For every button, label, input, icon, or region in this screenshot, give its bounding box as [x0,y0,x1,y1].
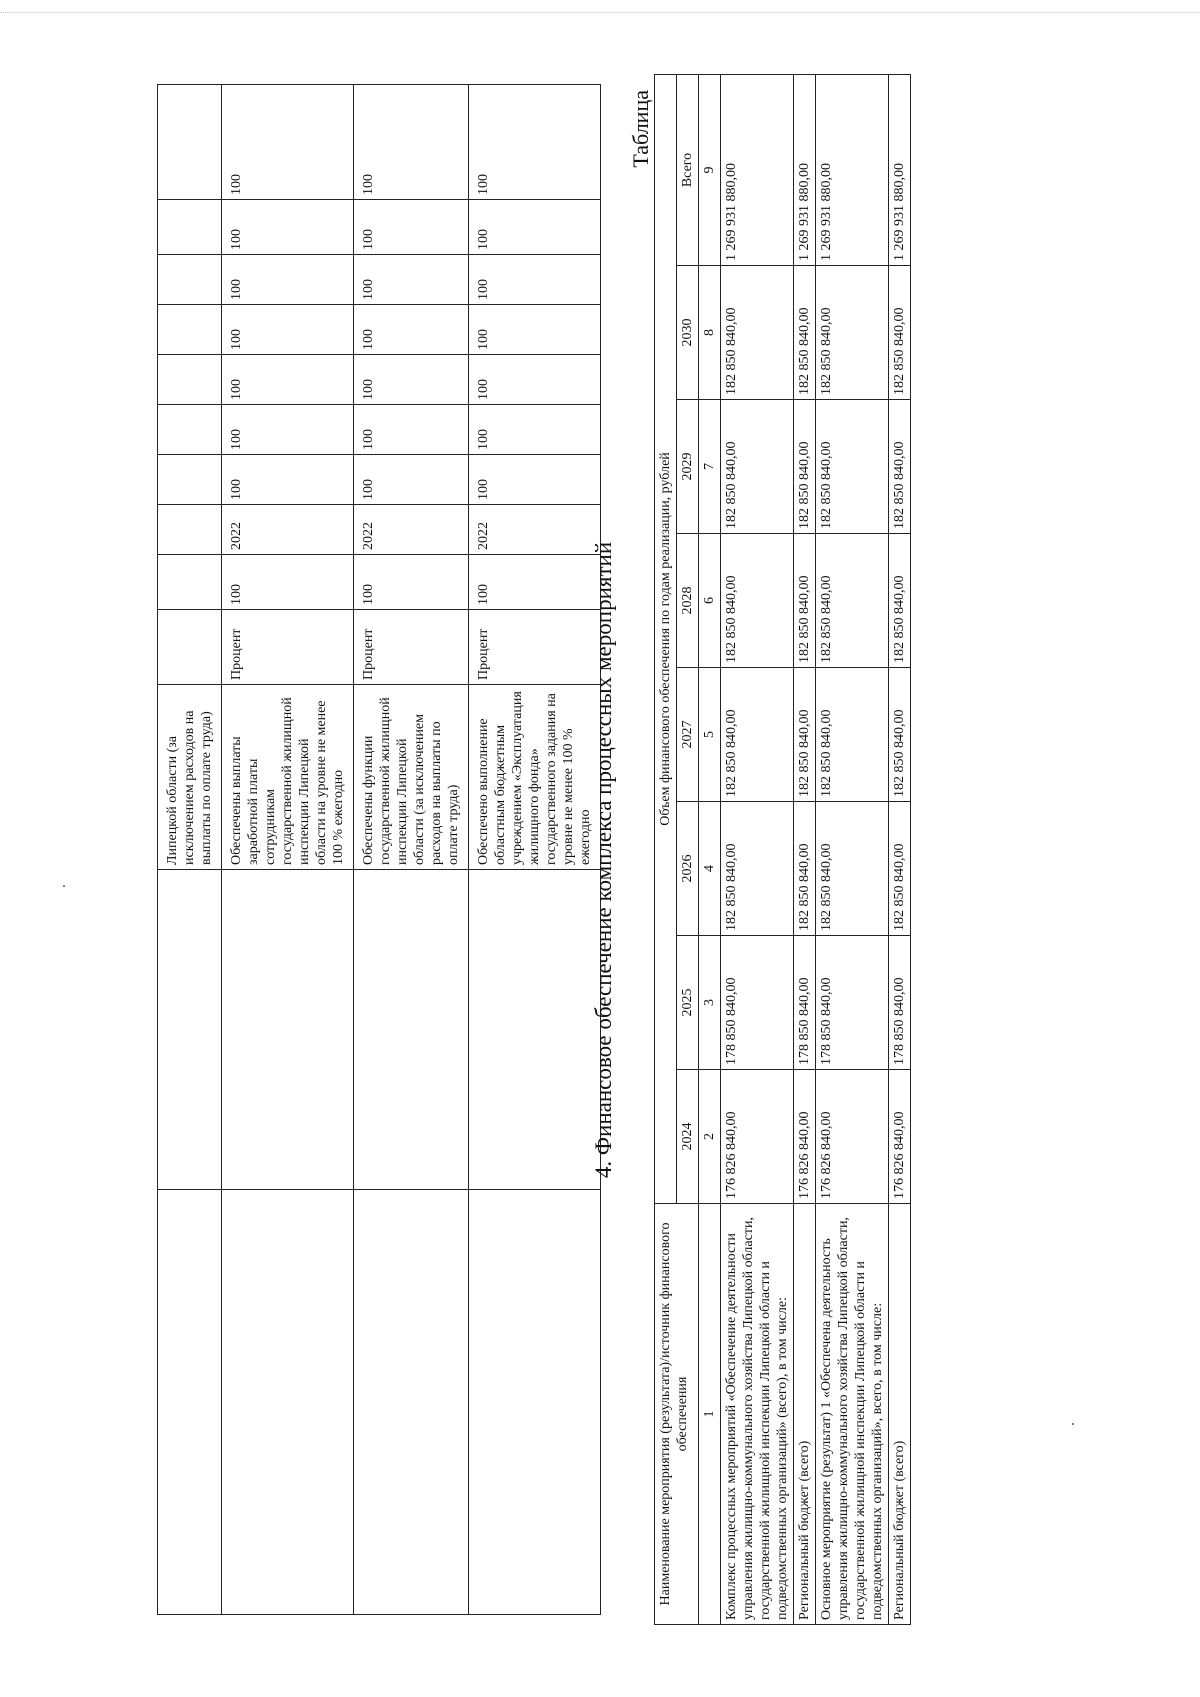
indicator-year-value: 100 [222,355,354,405]
indicator-year-value [158,200,222,255]
amount-cell: 176 826 840,00 [889,1070,911,1204]
indicator-base-value [158,555,222,610]
amount-cell: 176 826 840,00 [721,1070,794,1204]
amount-cell: 182 850 840,00 [721,802,794,936]
scan-edge-line [0,12,1200,13]
indicator-year-value [158,305,222,355]
table-row [469,85,601,1615]
indicator-year-value: 100 [354,305,469,355]
amount-cell: 182 850 840,00 [721,266,794,400]
column-index: 6 [699,534,721,668]
indicator-base-value: 100 [469,555,601,610]
indicator-year-value: 100 [469,405,601,455]
amount-cell: 182 850 840,00 [889,266,911,400]
indicator-year-value: 100 [354,85,469,200]
column-index: 1 [699,1204,721,1625]
indicator-year-value [158,455,222,505]
amount-cell: 182 850 840,00 [816,668,889,802]
table-label: Таблица [628,90,653,168]
table-row [222,85,354,1615]
amount-cell: 178 850 840,00 [721,936,794,1070]
year-header: 2027 [677,668,699,802]
indicator-base-year: 2022 [354,505,469,555]
amount-cell: 182 850 840,00 [721,534,794,668]
indicator-base-value: 100 [354,555,469,610]
amount-cell: 176 826 840,00 [816,1070,889,1204]
table-row [794,74,816,1624]
indicator-year-value: 100 [469,355,601,405]
amount-cell: 182 850 840,00 [889,534,911,668]
year-header: 2030 [677,266,699,400]
indicator-year-value: 100 [354,355,469,405]
amount-cell: 182 850 840,00 [816,266,889,400]
amount-cell: 182 850 840,00 [816,400,889,534]
column-index: 9 [699,74,721,265]
indicator-year-value: 100 [469,255,601,305]
amount-cell: 182 850 840,00 [794,668,816,802]
row-name: Основное мероприятие (результат) 1 «Обеспечена деятельность управления жилищно-коммунального хозяйства Липецкой области, государственной жилищной инспекции Липецкой области и подведомственных организаций», всего, в том числе: [816,1204,889,1625]
indicator-year-value [158,355,222,405]
row-name: Региональный бюджет (всего) [794,1204,816,1625]
amount-cell: 182 850 840,00 [794,266,816,400]
indicator-year-value: 100 [222,405,354,455]
indicator-year-value: 100 [222,85,354,200]
amount-cell: 182 850 840,00 [794,802,816,936]
row-name: Комплекс процессных мероприятий «Обеспечение деятельности управления жилищно-коммунального хозяйства Липецкой области, государственной жилищной инспекции Липецкой области и подведомственных организаций» (всего), в том числе: [721,1204,794,1625]
amount-cell: 182 850 840,00 [816,802,889,936]
table-row [889,74,911,1624]
indicator-unit: Процент [469,610,601,685]
year-header: Всего [677,74,699,265]
amount-cell: 182 850 840,00 [721,668,794,802]
empty-cell [469,1190,601,1615]
indicator-unit: Процент [222,610,354,685]
empty-cell [222,870,354,1190]
indicator-base-value: 100 [222,555,354,610]
amount-cell: 178 850 840,00 [889,936,911,1070]
table-row [816,74,889,1624]
indicator-year-value: 100 [354,200,469,255]
amount-cell: 178 850 840,00 [794,936,816,1070]
indicator-year-value: 100 [222,255,354,305]
table-row [354,85,469,1615]
column-index: 4 [699,802,721,936]
empty-cell [222,1190,354,1615]
indicator-year-value: 100 [469,305,601,355]
column-index: 3 [699,936,721,1070]
indicator-base-year [158,505,222,555]
amount-cell: 182 850 840,00 [794,400,816,534]
year-header: 2025 [677,936,699,1070]
amount-cell: 176 826 840,00 [794,1070,816,1204]
section-heading: 4. Финансовое обеспечение комплекса процессных мероприятий [591,541,616,1179]
table-row [158,85,222,1615]
empty-cell [158,1190,222,1615]
amount-cell: 182 850 840,00 [721,400,794,534]
amount-cell: 182 850 840,00 [794,534,816,668]
indicator-year-value: 100 [354,455,469,505]
amount-cell: 182 850 840,00 [816,534,889,668]
column-header-name: Наименование мероприятия (результата)/источник финансового обеспечения [655,1204,699,1625]
empty-cell [469,870,601,1190]
indicator-year-value [158,405,222,455]
indicator-base-year: 2022 [469,505,601,555]
indicator-year-value: 100 [222,200,354,255]
column-index: 2 [699,1070,721,1204]
indicator-year-value [158,85,222,200]
empty-cell [158,870,222,1190]
column-index: 8 [699,266,721,400]
indicator-year-value: 100 [222,305,354,355]
indicator-base-year: 2022 [222,505,354,555]
amount-cell: 1 269 931 880,00 [721,74,794,265]
year-header: 2026 [677,802,699,936]
empty-cell [354,1190,469,1615]
indicator-description: Обеспечены функции государственной жилищной инспекции Липецкой области (за исключением расходов на выплаты по оплате труда) [354,685,469,870]
amount-cell: 182 850 840,00 [889,668,911,802]
amount-cell: 1 269 931 880,00 [816,74,889,265]
year-header: 2029 [677,400,699,534]
indicator-unit: Процент [354,610,469,685]
column-index: 7 [699,400,721,534]
indicator-description: Обеспечены выплаты заработной платы сотрудникам государственной жилищной инспекции Липецкой области на уровне не менее 100 % ежегодно [222,685,354,870]
year-header: 2024 [677,1070,699,1204]
amount-cell: 1 269 931 880,00 [889,74,911,265]
amount-cell: 1 269 931 880,00 [794,74,816,265]
indicator-description: Липецкой области (за исключением расходов на выплаты по оплате труда) [158,685,222,870]
indicator-year-value [158,255,222,305]
row-name: Региональный бюджет (всего) [889,1204,911,1625]
indicator-description: Обеспечено выполнение областным бюджетным учреждением «Эксплуатация жилищного фонда» государственного задания на уровне не менее 100 % ежегодно [469,685,601,870]
indicator-year-value: 100 [222,455,354,505]
indicator-table-continuation [157,84,601,1615]
indicator-year-value: 100 [469,85,601,200]
indicator-unit [158,610,222,685]
indicator-year-value: 100 [469,200,601,255]
column-index: 5 [699,668,721,802]
amount-cell: 178 850 840,00 [816,936,889,1070]
column-group-header: Объем финансового обеспечения по годам реализации, рублей [655,74,677,1203]
empty-cell [354,870,469,1190]
indicator-year-value: 100 [354,255,469,305]
rotated-page [40,60,1200,1660]
finance-table [654,74,911,1625]
year-header: 2028 [677,534,699,668]
indicator-year-value: 100 [469,455,601,505]
amount-cell: 182 850 840,00 [889,802,911,936]
indicator-year-value: 100 [354,405,469,455]
table-row [721,74,794,1624]
amount-cell: 182 850 840,00 [889,400,911,534]
